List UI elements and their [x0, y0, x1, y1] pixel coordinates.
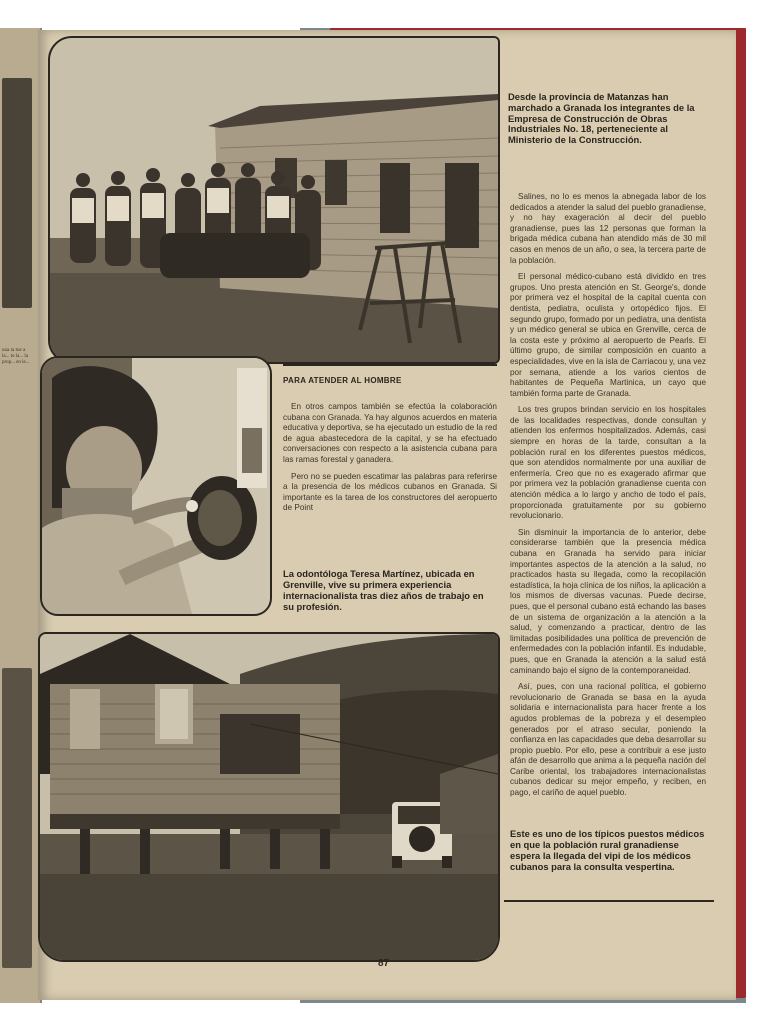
magazine-page [38, 30, 736, 1000]
right-paragraph-5: Así, pues, con una racional política, el gobierno revolucionario de Granada se basa en la ayuda solidaria e internacionalista para hacer frente a los agudos problemas de la pobreza y el desempleo generados por el atraso secular, poniendo la confianza en las capacidades que deba desarrollar su propio pueblo. Por ello, pese a contribuir a ese justo afán de desarrollo que anima a la pequeña nación del Caribe oriental, los trabajadores internacionalistas cubanos dedicar su mejor empeño, y reciben, en pago, el cariño de aquel pueblo. [510, 682, 706, 798]
middle-column-text [283, 402, 497, 530]
dentist-photo-caption: La odontóloga Teresa Martínez, ubicada en Grenville, vive su primera experiencia internacionalista tras diez años de trabajo en su profesión. [283, 568, 484, 612]
right-paragraph-1: Salines, no lo es menos la abnegada labor de los dedicados a atender la salud del pueblo granadiense, y no hay exageración al decir del pueblo granadiense, pues las 12 personas que forman la brigada médica cubana han atendido más de 30 mil casos en menos de un año, o sea, la tercera parte de la población. [510, 192, 706, 265]
construction-workers-photo [48, 36, 500, 364]
right-paragraph-4: Sin disminuir la importancia de lo anterior, debe considerarse también que la presencia médica cubana en Granada ha servido para iniciar importantes aspectos de la atención a la salud, no practicados hasta su llegada, como la recopilación estadística, la hoja clínica de los niños, la aplicación a los mismos de diversas vacunas. Puede decirse, pues, que el personal cubano está echando las bases de un sistema de organización a la atención a la salud, y comenzando a practicar, dentro de las limitadas posibilidades una política de prevención de enfermedades con la población infantil. Es indudable, pues, que en Granada la atención a la salud está caminando bajo el signo de la contemporaneidad. [510, 527, 706, 675]
previous-page-edge: una la fue a la... to la... la prop... en le... [0, 28, 42, 1003]
middle-paragraph-2: Pero no se pueden escatimar las palabras para referirse a la presencia de los médicos cubanos en Granada. Si importante es la tarea de los constructores del aeropuerto de Point [283, 471, 497, 513]
rural-post-caption: Este es uno de los típicos puestos médicos en que la población rural granadiense espera la llegada del vipi de los médicos cubanos para la consulta vespertina. [510, 828, 705, 872]
section-rule [283, 364, 497, 366]
rural-medical-post-photo [38, 632, 500, 962]
right-column-text [510, 192, 706, 832]
right-paragraph-2: El personal médico-cubano está dividido en tres grupos. Uno presta atención en St. George's, donde por primera vez el hospital de la capital cuenta con dentista, pediatra, oculista y ortopédico fijos. El segundo grupo, formado por un pediatra, una dentista y un médico general se ubica en Grenville, cerca de la costa este y próximo al aeropuerto de Pearls. El último grupo, de similar composición en cuanto a especialidades, vive en la isla de Carriacou y, una vez por semana, atiende a los varios cientos de habitantes de Pequeña Martinica, un cayo que también forma parte de Granada. [510, 272, 706, 398]
top-photo-caption: Desde la provincia de Matanzas han marchado a Granada los integrantes de la Empresa de Construcción de Obras Industriales No. 18, perteneciente al Ministerio de la Construcción. [508, 91, 695, 146]
right-paragraph-3: Los tres grupos brindan servicio en los hospitales de las localidades respectivas, donde consultan y atienden los enfermos hospitalizados. Además, casi siempre en horas de la tarde, consultan a la población rural en los diferentes puestos médicos, que son atendidos normalmente por una auxiliar de enfermería. Creo que no es exagerado afirmar que por primera vez la población granadiense cuenta con atención médica a lo largo y ancho de todo el país, proporcionada gratuitamente por su gobierno revolucionario. [510, 405, 706, 521]
dentist-photo [40, 356, 272, 616]
caption-rule [504, 900, 714, 902]
page-number: 87 [378, 958, 390, 969]
middle-paragraph-1: En otros campos también se efectúa la colaboración cubana con Granada. Ya hay algunos acuerdos en materia educativa y deportiva, se ha ejecutado un estudio de la red de agua abastecedora de la capital, y se ha efectuado conversaciones con respecto a la asistencia cubana para las ramas forestal y ganadera. [283, 402, 497, 464]
section-heading: PARA ATENDER AL HOMBRE [283, 376, 402, 385]
